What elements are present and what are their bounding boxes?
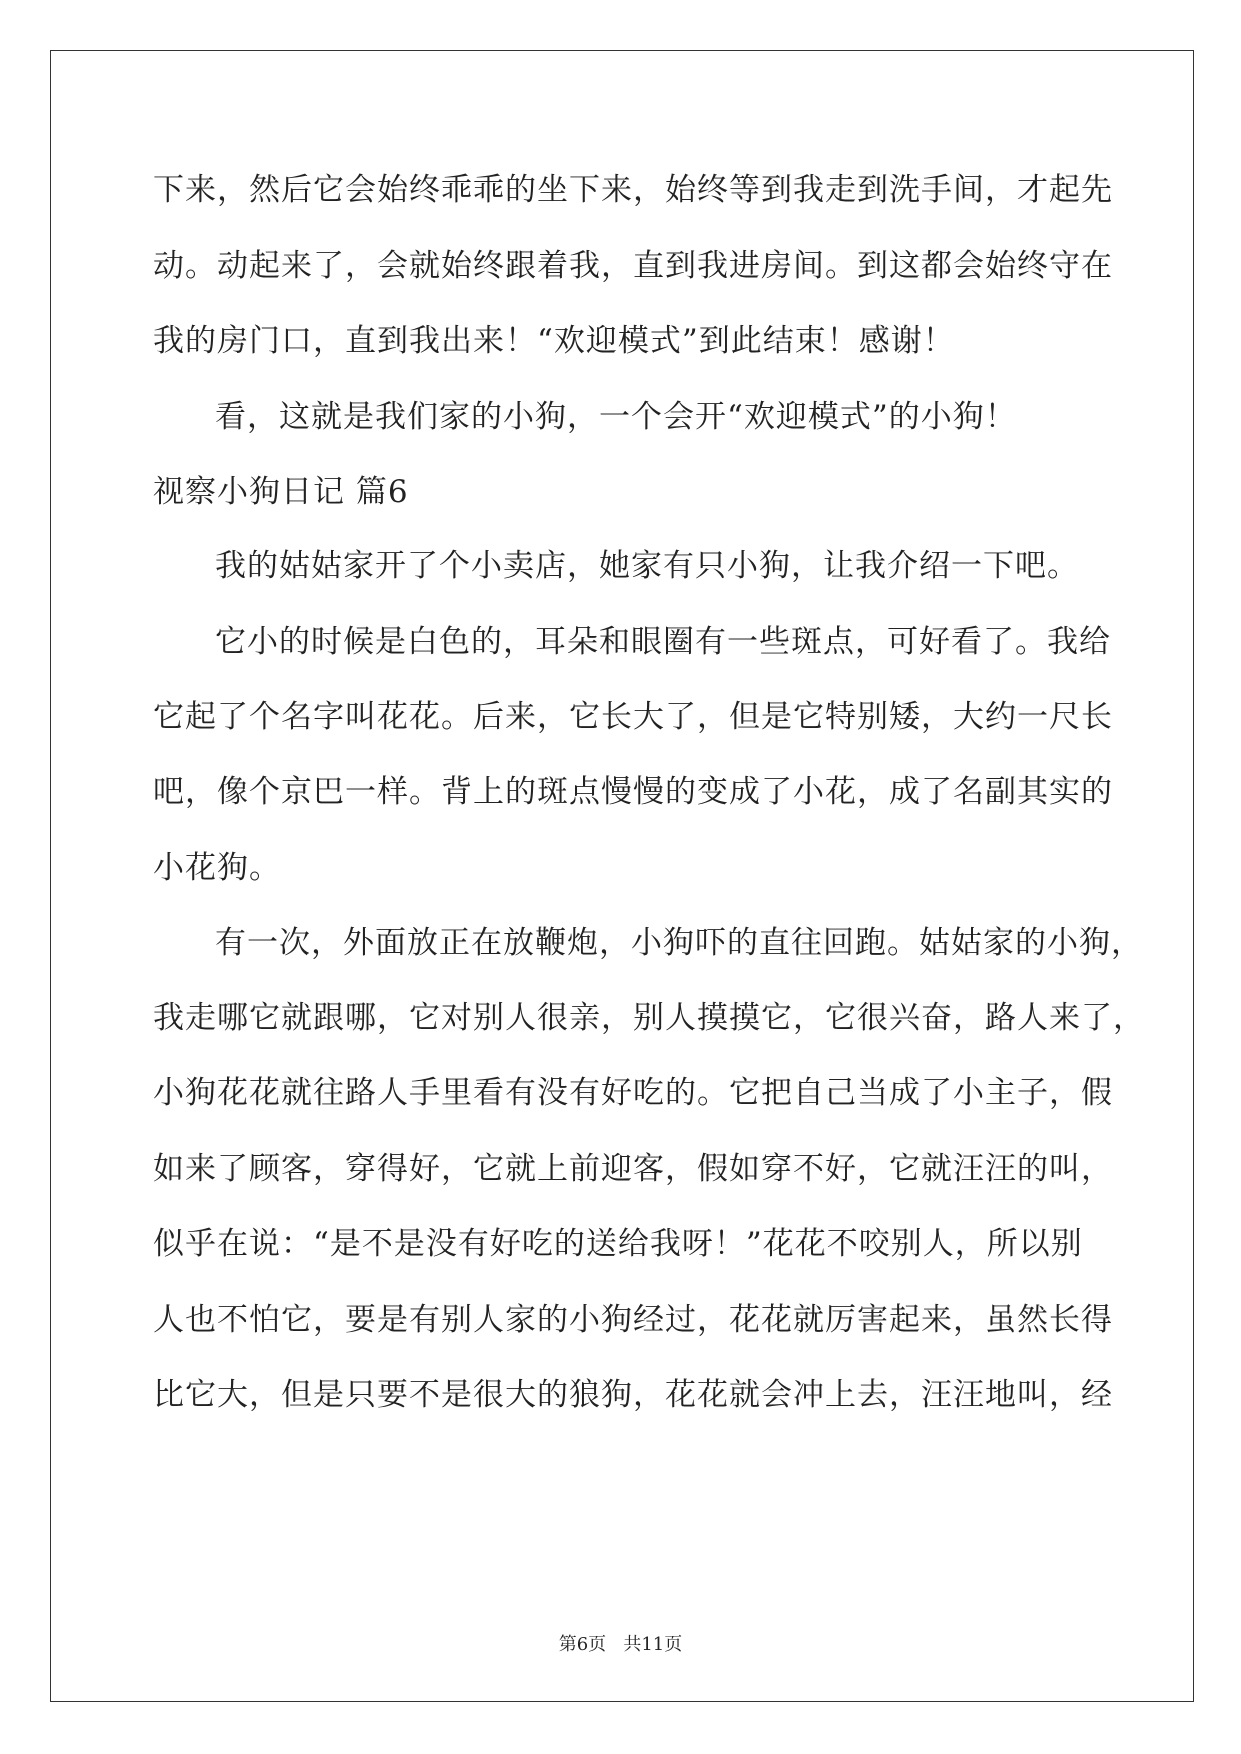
body-line: 它起了个名字叫花花。后来，它长大了，但是它特别矮，大约一尺长 (153, 699, 1113, 735)
body-line: 有一次，外面放正在放鞭炮，小狗吓的直往回跑。姑姑家的小狗， (215, 925, 1143, 961)
body-line: 人也不怕它，要是有别人家的小狗经过，花花就厉害起来，虽然长得 (153, 1302, 1113, 1338)
body-line: 吧，像个京巴一样。背上的斑点慢慢的变成了小花，成了名副其实的 (153, 774, 1113, 810)
section-heading: 视察小狗日记 篇6 (153, 474, 409, 510)
page-number-footer: 第6页 共11页 (558, 1634, 683, 1655)
body-line: 我的房门口，直到我出来！“欢迎模式”到此结束！感谢！ (153, 323, 955, 359)
body-line: 它小的时候是白色的，耳朵和眼圈有一些斑点，可好看了。我给 (215, 624, 1111, 660)
body-line: 下来，然后它会始终乖乖的坐下来，始终等到我走到洗手间，才起先 (153, 172, 1113, 208)
body-line: 如来了顾客，穿得好，它就上前迎客，假如穿不好，它就汪汪的叫， (153, 1151, 1113, 1187)
body-line: 我的姑姑家开了个小卖店，她家有只小狗，让我介绍一下吧。 (215, 548, 1079, 584)
body-line: 动。动起来了，会就始终跟着我，直到我进房间。到这都会始终守在 (153, 248, 1113, 284)
body-line: 我走哪它就跟哪，它对别人很亲，别人摸摸它，它很兴奋，路人来了， (153, 1000, 1145, 1036)
body-line: 看，这就是我们家的小狗，一个会开“欢迎模式”的小狗！ (215, 399, 1017, 435)
body-line: 小花狗。 (153, 850, 281, 886)
body-line: 似乎在说：“是不是没有好吃的送给我呀！”花花不咬别人，所以别 (153, 1226, 1083, 1262)
body-line: 比它大，但是只要不是很大的狼狗，花花就会冲上去，汪汪地叫，经 (153, 1377, 1113, 1413)
body-line: 小狗花花就往路人手里看有没有好吃的。它把自己当成了小主子，假 (153, 1075, 1113, 1111)
